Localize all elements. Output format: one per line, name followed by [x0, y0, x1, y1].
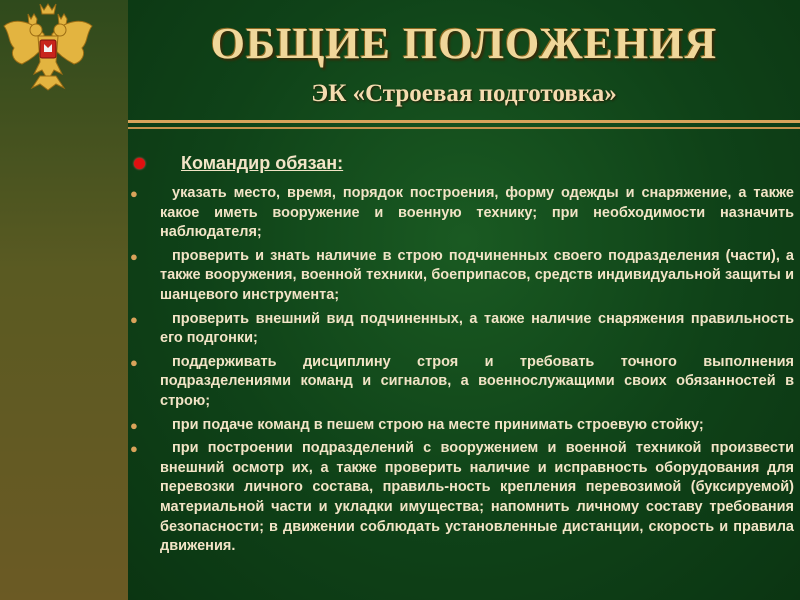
bullet-icon: ● [130, 417, 138, 433]
list-item [128, 439, 794, 557]
section-header-label: Командир обязан: [181, 153, 344, 173]
title-divider-secondary [128, 127, 800, 129]
list-item-text: проверить и знать наличие в строю подчиненных своего подразделения (части), а также вооружения, военной техники, боеприпасов, средств индивидуальной защиты и шанцевого инструмента; [160, 247, 794, 303]
bullet-icon: ● [130, 186, 138, 201]
duties-list [128, 184, 794, 561]
list-item-text: проверить внешний вид подчиненных, а также наличие снаряжения правильность его подгонки; [160, 310, 794, 347]
list-item [128, 416, 794, 436]
list-item-text: поддерживать дисциплину строя и требовать точного выполнения подразделениями команд и сигналов, а военнослужащими своих обязанностей в строю; [160, 353, 794, 409]
red-dot-icon [134, 158, 145, 169]
section-header [134, 153, 343, 174]
list-item [128, 310, 794, 349]
list-item-text: при построении подразделений с вооружением и военной техникой произвести внешний осмотр их, а также проверить наличие и исправность оборудования для перевозки личного состава, правиль-ность крепления перевозимой (буксируемой) материальной части и укладки имущества; напомнить личному составу требования безопасности; в движении соблюдать установленные дистанции, скорость и правила движения. [160, 440, 794, 555]
list-item [128, 353, 794, 412]
double-headed-eagle-icon [0, 0, 96, 96]
slide-subtitle: ЭК «Строевая подготовка» [311, 80, 617, 107]
title-divider [128, 120, 800, 123]
list-item-text: указать место, время, порядок построения, форму одежды и снаряжение, а также какое иметь вооружение и военную технику; при необходимости назначить наблюдателя; [160, 185, 794, 241]
list-item [128, 247, 794, 306]
slide-title: ОБЩИЕ ПОЛОЖЕНИЯ [210, 19, 718, 68]
list-item-text: при подаче команд в пешем строю на месте принимать строевую стойку; [172, 416, 704, 433]
bullet-icon: ● [130, 354, 138, 370]
bullet-icon: ● [130, 441, 138, 457]
bullet-icon: ● [130, 311, 138, 327]
list-item [128, 184, 794, 243]
bullet-icon: ● [130, 248, 138, 264]
